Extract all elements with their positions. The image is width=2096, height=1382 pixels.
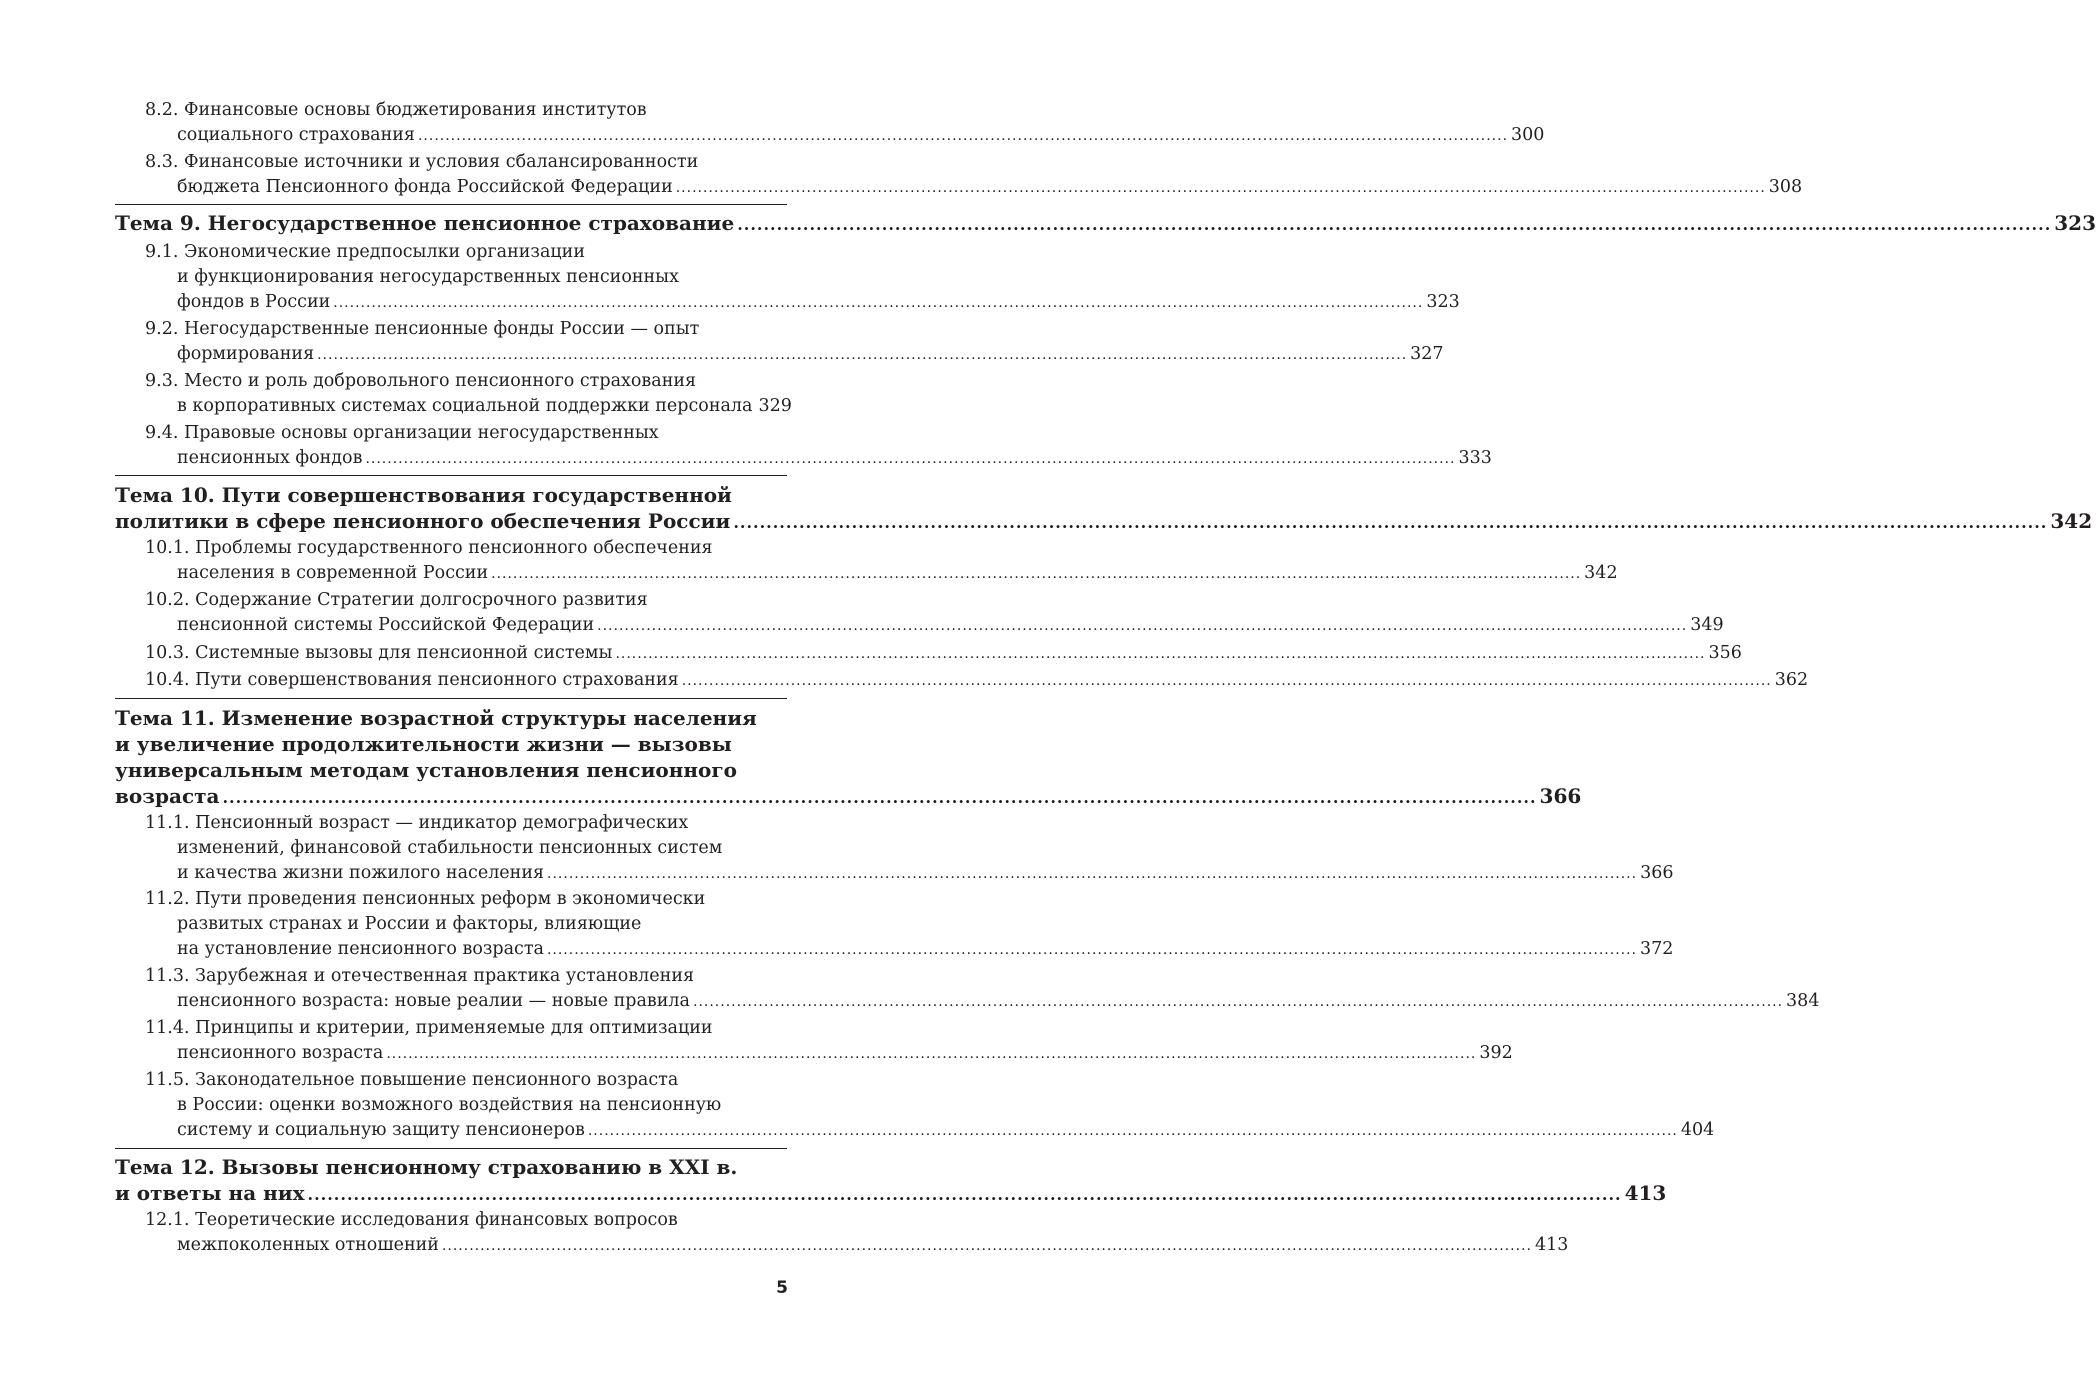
- entry-page-number: 327: [1410, 344, 1444, 364]
- entry-page-number: 323: [1426, 292, 1460, 312]
- entry-title-line: населения в современной России: [177, 563, 489, 583]
- toc-section-entry[interactable]: [0, 887, 1674, 962]
- entry-page-number: 372: [1640, 939, 1674, 959]
- entry-title-line: и качества жизни пожилого населения: [177, 863, 545, 883]
- section-divider: [115, 698, 787, 699]
- dot-leader: ........................................................................................................................................................................................................: [681, 673, 1772, 689]
- toc-section-entry[interactable]: [0, 1068, 1715, 1143]
- entry-title-line: формирования: [177, 344, 315, 364]
- entry-page-number: 366: [1539, 784, 1582, 808]
- entry-page-number: 308: [1768, 177, 1803, 197]
- entry-title-line: 10.4. Пути совершенствования пенсионного страхования: [145, 670, 679, 690]
- entry-title-line: и ответы на них: [115, 1181, 305, 1205]
- toc-section-entry[interactable]: [0, 668, 1809, 693]
- dot-leader: ........................................................................................................................................................................................................: [547, 866, 1638, 882]
- dot-leader: ........................................................................................................................................................................................................: [546, 942, 1637, 958]
- toc-section-entry[interactable]: [0, 240, 1460, 315]
- entry-title-line: социального страхования: [177, 125, 415, 145]
- entry-title-line: Тема 10. Пути совершенствования государственной: [115, 483, 732, 507]
- entry-page-number: 366: [1640, 863, 1674, 883]
- entry-title-line: Тема 12. Вызовы пенсионному страхованию в XXI в.: [115, 1155, 738, 1179]
- entry-title-line: изменений, финансовой стабильности пенсионных систем: [177, 838, 723, 858]
- entry-title-line: 10.1. Проблемы государственного пенсионного обеспечения: [145, 538, 713, 558]
- toc-section-entry[interactable]: [0, 811, 1674, 886]
- entry-title-line: развитых странах и России и факторы, влияющие: [177, 914, 642, 934]
- toc-topic-entry[interactable]: [0, 1154, 1667, 1206]
- entry-title-line: 9.1. Экономические предпосылки организации: [145, 242, 585, 262]
- toc-section-entry[interactable]: [0, 536, 1618, 586]
- page-number: 5: [776, 1278, 788, 1298]
- toc-topic-entry[interactable]: [0, 705, 1582, 809]
- entry-page-number: 342: [2050, 509, 2093, 533]
- entry-title-line: 11.5. Законодательное повышение пенсионного возраста: [145, 1070, 679, 1090]
- entry-page-number: 323: [2054, 211, 2096, 235]
- entry-page-number: 333: [1458, 448, 1492, 468]
- entry-title-line: на установление пенсионного возраста: [177, 939, 544, 959]
- dot-leader: ........................................................................................................................................................................................................: [615, 646, 1706, 662]
- toc-section-entry[interactable]: [0, 98, 1545, 148]
- entry-title-line: пенсионного возраста: [177, 1043, 384, 1063]
- entry-page-number: 329: [758, 396, 792, 416]
- entry-title-line: 8.3. Финансовые источники и условия сбалансированности: [145, 152, 699, 172]
- entry-title-line: и функционирования негосударственных пенсионных: [177, 267, 679, 287]
- toc-section-entry[interactable]: [0, 641, 1742, 666]
- entry-title-line: 9.4. Правовые основы организации негосударственных: [145, 423, 659, 443]
- dot-leader: ........................................................................................................................................................................................................: [737, 215, 2052, 234]
- entry-title-line: пенсионных фондов: [177, 448, 363, 468]
- dot-leader: ........................................................................................................................................................................................................: [333, 295, 1424, 311]
- entry-title-line: 12.1. Теоретические исследования финансовых вопросов: [145, 1210, 678, 1230]
- entry-title-line: фондов в России: [177, 292, 331, 312]
- entry-page-number: 404: [1680, 1120, 1715, 1140]
- section-divider: [115, 204, 787, 205]
- entry-page-number: 384: [1786, 991, 1820, 1011]
- toc-section-entry[interactable]: [0, 588, 1724, 638]
- entry-title-line: в корпоративных системах социальной поддержки персонала: [177, 396, 753, 416]
- entry-title-line: пенсионной системы Российской Федерации: [177, 615, 595, 635]
- entry-title-line: Тема 9. Негосударственное пенсионное страхование: [115, 211, 735, 235]
- entry-title-line: универсальным методам установления пенсионного: [115, 758, 737, 782]
- entry-title-line: и увеличение продолжительности жизни — вызовы: [115, 732, 732, 756]
- entry-title-line: систему и социальную защиту пенсионеров: [177, 1120, 585, 1140]
- toc-topic-entry[interactable]: [0, 210, 2096, 236]
- dot-leader: ........................................................................................................................................................................................................: [441, 1238, 1532, 1254]
- entry-title-line: пенсионного возраста: новые реалии — новые правила: [177, 991, 690, 1011]
- toc-section-entry[interactable]: [0, 150, 1803, 200]
- entry-page-number: 356: [1708, 643, 1742, 663]
- toc-section-entry[interactable]: [0, 369, 792, 419]
- dot-leader: ........................................................................................................................................................................................................: [317, 347, 1408, 363]
- dot-leader: ........................................................................................................................................................................................................: [675, 180, 1766, 196]
- entry-title-line: 10.2. Содержание Стратегии долгосрочного развития: [145, 590, 648, 610]
- toc-topic-entry[interactable]: [0, 482, 2093, 534]
- dot-leader: ........................................................................................................................................................................................................: [417, 128, 1509, 144]
- entry-title-line: бюджета Пенсионного фонда Российской Федерации: [177, 177, 673, 197]
- dot-leader: ........................................................................................................................................................................................................: [597, 618, 1688, 634]
- entry-title-line: возраста: [115, 784, 220, 808]
- entry-title-line: 11.4. Принципы и критерии, применяемые для оптимизации: [145, 1018, 713, 1038]
- toc-section-entry[interactable]: [0, 1016, 1513, 1066]
- entry-page-number: 349: [1690, 615, 1724, 635]
- dot-leader: ........................................................................................................................................................................................................: [491, 566, 1582, 582]
- entry-page-number: 413: [1534, 1235, 1569, 1255]
- entry-title-line: 11.1. Пенсионный возраст — индикатор демографических: [145, 813, 689, 833]
- entry-title-line: 8.2. Финансовые основы бюджетирования институтов: [145, 100, 647, 120]
- dot-leader: ........................................................................................................................................................................................................: [733, 513, 2048, 532]
- entry-title-line: политики в сфере пенсионного обеспечения России: [115, 509, 731, 533]
- entry-page-number: 392: [1479, 1043, 1513, 1063]
- dot-leader: ........................................................................................................................................................................................................: [693, 994, 1784, 1010]
- entry-page-number: 413: [1624, 1181, 1667, 1205]
- toc-section-entry[interactable]: [0, 421, 1492, 471]
- entry-title-line: межпоколенных отношений: [177, 1235, 439, 1255]
- entry-title-line: 9.3. Место и роль добровольного пенсионного страхования: [145, 371, 697, 391]
- entry-title-line: Тема 11. Изменение возрастной структуры населения: [115, 706, 757, 730]
- dot-leader: ........................................................................................................................................................................................................: [587, 1123, 1678, 1139]
- entry-title-line: 9.2. Негосударственные пенсионные фонды России — опыт: [145, 319, 700, 339]
- section-divider: [115, 475, 787, 476]
- entry-page-number: 362: [1774, 670, 1809, 690]
- toc-section-entry[interactable]: [0, 317, 1444, 367]
- entry-title-line: в России: оценки возможного воздействия на пенсионную: [177, 1095, 722, 1115]
- dot-leader: ........................................................................................................................................................................................................: [222, 788, 1537, 807]
- entry-page-number: 342: [1584, 563, 1618, 583]
- entry-page-number: 300: [1511, 125, 1545, 145]
- dot-leader: ........................................................................................................................................................................................................: [386, 1046, 1477, 1062]
- entry-title-line: 11.2. Пути проведения пенсионных реформ в экономически: [145, 889, 706, 909]
- entry-title-line: 11.3. Зарубежная и отечественная практика установления: [145, 966, 695, 986]
- dot-leader: ........................................................................................................................................................................................................: [307, 1185, 1622, 1204]
- toc-section-entry[interactable]: [0, 964, 1820, 1014]
- entry-title-line: 10.3. Системные вызовы для пенсионной системы: [145, 643, 613, 663]
- dot-leader: ........................................................................................................................................................................................................: [365, 451, 1456, 467]
- toc-section-entry[interactable]: [0, 1208, 1569, 1258]
- section-divider: [115, 1148, 787, 1149]
